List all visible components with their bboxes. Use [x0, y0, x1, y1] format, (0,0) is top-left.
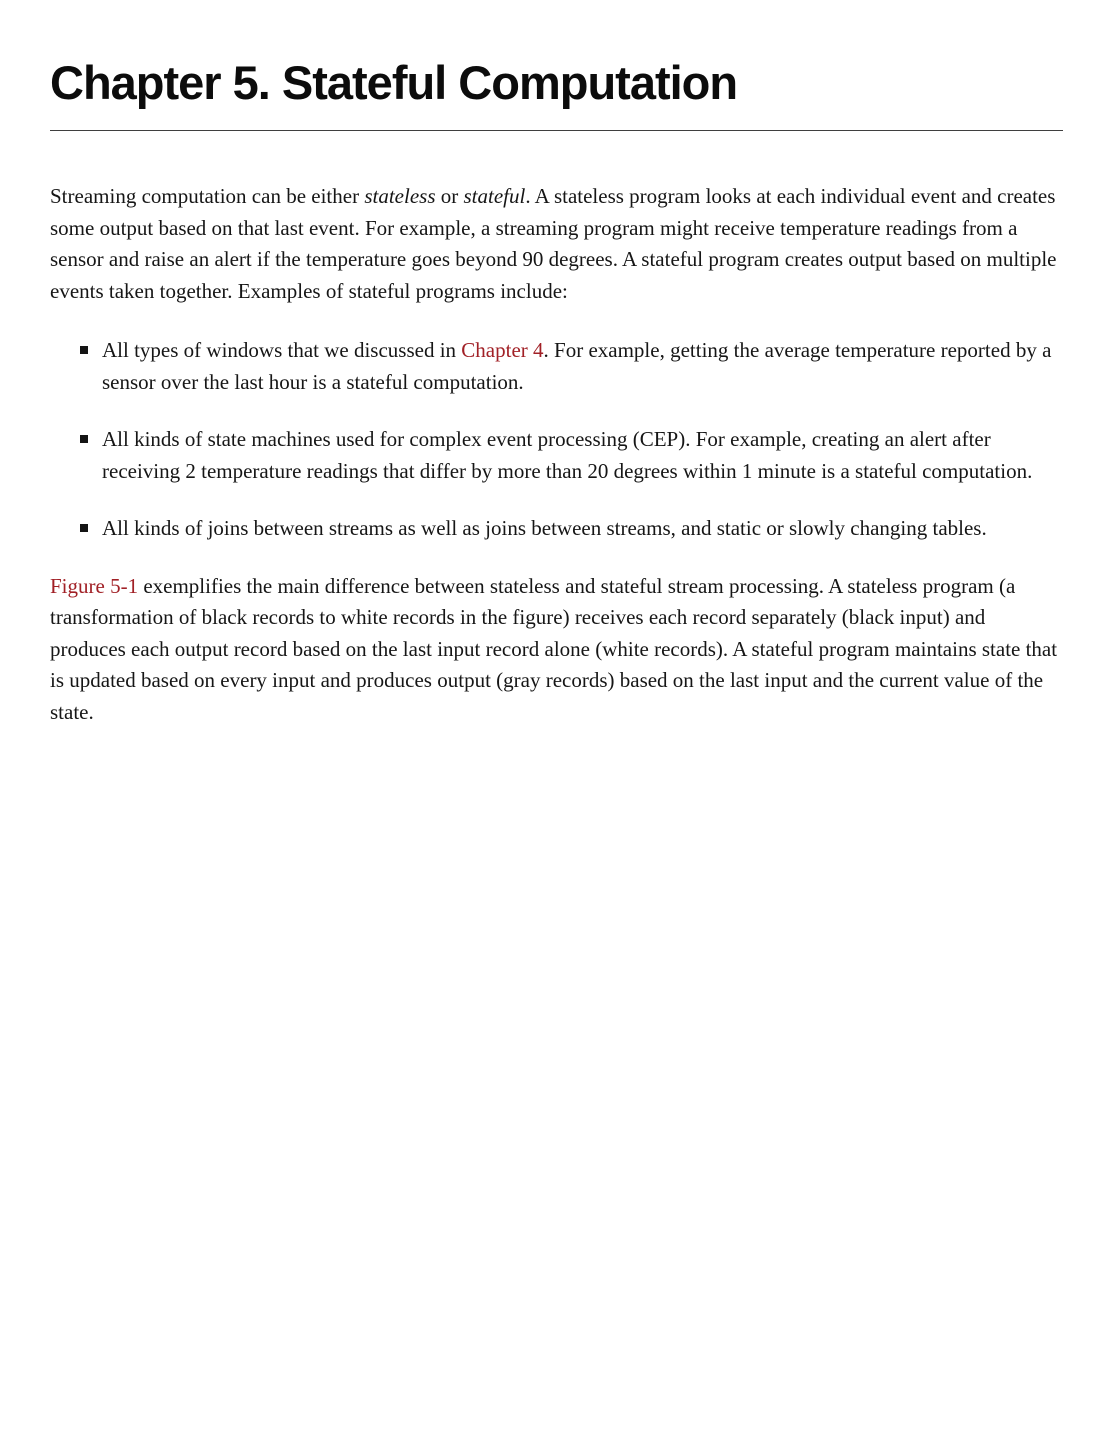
list-item-text — [102, 427, 1032, 483]
list-item-text — [102, 516, 987, 540]
chapter-4-link[interactable]: Chapter 4 — [461, 338, 544, 363]
intro-paragraph — [50, 181, 1063, 307]
chapter-body — [50, 181, 1063, 728]
text-run: . A stateless program looks at each individual event and creates some output based on that last event. For example, a streaming program might receive temperature readings from a sensor and raise an alert if the temperature goes beyond 90 degrees. A stateful program creates output based on multiple events taken together. Examples of stateful programs include: — [50, 184, 1057, 303]
bullet-square-icon — [80, 524, 88, 532]
text-run: All kinds of joins between streams as well as joins between streams, and static or slowly changing tables. — [102, 516, 987, 541]
text-run: All types of windows that we discussed in — [102, 338, 462, 363]
text-run: All kinds of state machines used for complex event processing (CEP). For example, creating an alert after receiving 2 temperature readings that differ by more than 20 degrees within 1 minute is a stateful computation. — [102, 427, 1033, 483]
text-run: stateful — [463, 184, 526, 209]
stateful-programs-list — [50, 335, 1063, 545]
title-divider — [50, 130, 1063, 131]
text-run: . For example, getting the average temperature reported by a sensor over the last hour is a stateful computation. — [102, 338, 1052, 394]
figure-5-1-link[interactable]: Figure 5-1 — [50, 573, 139, 598]
text-run: Streaming computation can be either — [50, 184, 365, 209]
list-item — [50, 424, 1063, 487]
bullet-square-icon — [80, 346, 88, 354]
text-run: stateless — [364, 184, 436, 209]
bullet-square-icon — [80, 435, 88, 443]
chapter-title: Chapter 5. Stateful Computation — [50, 56, 738, 109]
text-run: or — [435, 184, 464, 209]
text-run: exemplifies the main difference between stateless and stateful stream processing. A stateless program (a transformation of black records to white records in the figure) receives each record separately (black input) and produces each output record based on the last input record alone (white records). A stateful program maintains state that is updated based on every input and produces output (gray records) based on the last input and the current value of the state. — [50, 573, 1058, 724]
list-item — [50, 335, 1063, 398]
list-item — [50, 513, 1063, 545]
list-item-text — [102, 338, 1051, 394]
figure-reference-paragraph — [50, 571, 1063, 729]
